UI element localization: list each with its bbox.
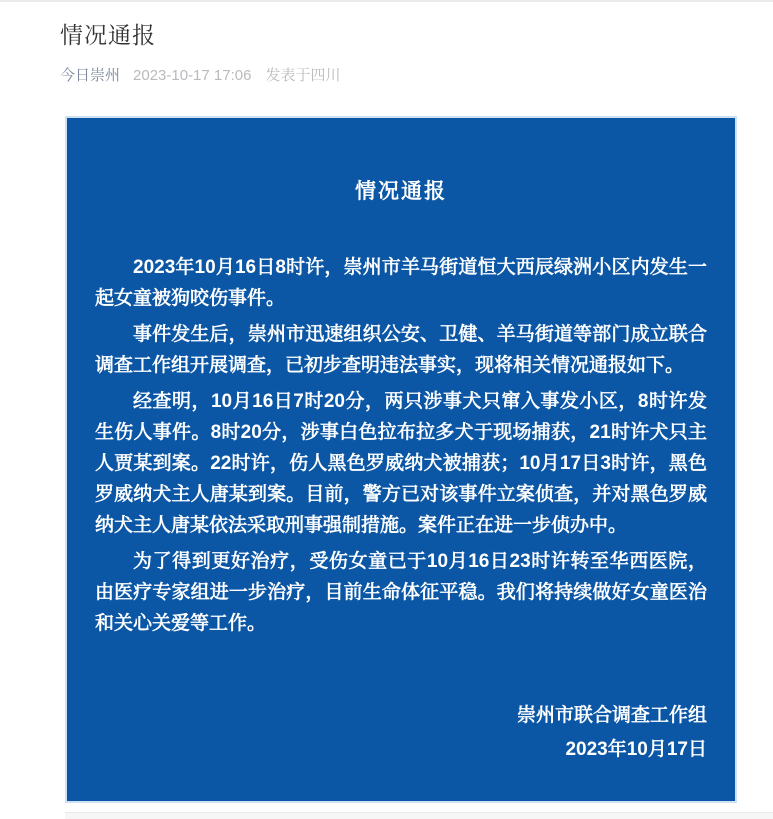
signature-org: 崇州市联合调查工作组 xyxy=(516,705,707,726)
notice-paragraph: 2023年10月16日8时许，崇州市羊马街道恒大西辰绿洲小区内发生一起女童被狗咬伤事件。 xyxy=(95,257,707,309)
publish-timestamp: 2023-10-17 17:06 xyxy=(133,67,252,84)
notice-paragraph: 经查明，10月16日7时20分，两只涉事犬只窜入事发小区，8时许发生伤人事件。8时20分，涉事白色拉布拉多犬于现场捕获，21时许犬只主人贾某到案。22时许，伤人黑色罗威纳犬被捕获；10月17日3时许，黑色罗威纳犬主人唐某到案。目前，警方已对该事件立案侦查，并对黑色罗威纳犬主人唐某依法采取刑事强制措施。案件正在进一步侦办中。 xyxy=(95,391,707,536)
page-title: 情况通报 xyxy=(60,22,156,48)
publish-region: 发表于四川 xyxy=(265,67,341,84)
notice-title: 情况通报 xyxy=(355,180,447,203)
notice-signature-block xyxy=(95,699,707,767)
notice-body xyxy=(95,252,707,639)
byline xyxy=(60,65,713,86)
notice-image[interactable] xyxy=(65,116,737,803)
next-block-divider xyxy=(65,812,773,819)
notice-paragraph: 为了得到更好治疗，受伤女童已于10月16日23时许转至华西医院，由医疗专家组进一步治疗，目前生命体征平稳。我们将持续做好女童医治和关心关爱等工作。 xyxy=(95,551,707,634)
notice-paragraph: 事件发生后，崇州市迅速组织公安、卫健、羊马街道等部门成立联合调查工作组开展调查，已初步查明违法事实，现将相关情况通报如下。 xyxy=(95,324,707,376)
account-name-link[interactable]: 今日崇州 xyxy=(60,67,121,84)
signature-date: 2023年10月17日 xyxy=(565,739,707,760)
